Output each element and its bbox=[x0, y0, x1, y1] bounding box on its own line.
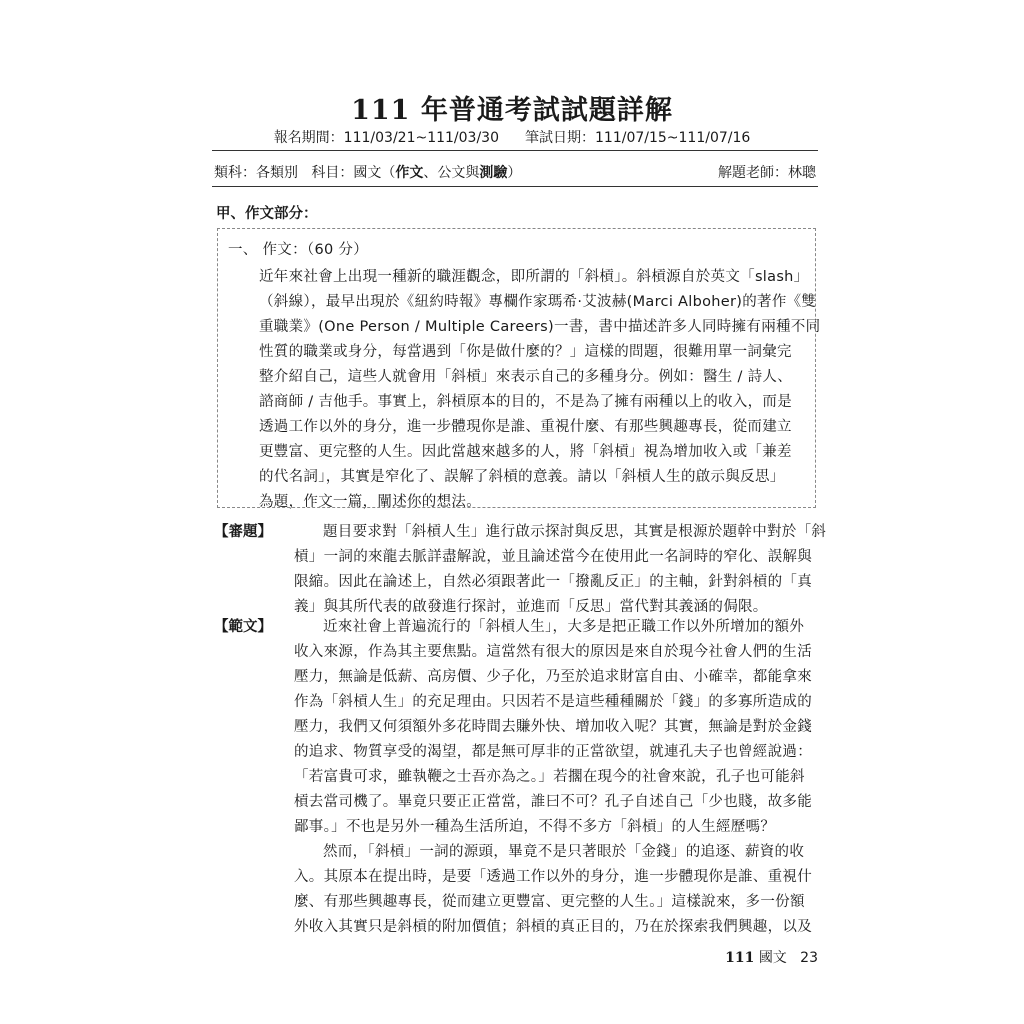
question-line: 更豐富、更完整的人生。因此當越來越多的人，將「斜槓」視為增加收入或「兼差 bbox=[259, 444, 792, 460]
category-label: 類科：各類別 bbox=[214, 165, 298, 181]
sample-line: 近來社會上普遍流行的「斜槓人生」，大多是把正職工作以外所增加的額外 bbox=[323, 619, 805, 635]
sample-line: 槓去當司機了。畢竟只要正正當當，誰曰不可？孔子自述自己「少也賤，故多能 bbox=[294, 794, 812, 810]
footer-book-number: 111 bbox=[725, 950, 755, 966]
question-line: 近年來社會上出現一種新的職涯觀念，即所謂的「斜槓」。斜槓源自於英文「slash」 bbox=[259, 269, 809, 285]
meta-divider bbox=[212, 186, 818, 187]
page-title: 111 年普通考試試題詳解 bbox=[351, 95, 673, 126]
analysis-line: 義」與其所代表的啟發進行探討，並進而「反思」當代對其義涵的侷限。 bbox=[294, 599, 768, 615]
question-line: 重職業》(One Person / Multiple Careers)一書，書中描述許多人同時擁有兩種不同 bbox=[259, 319, 821, 335]
sample-line: 然而，「斜槓」一詞的源頭，畢竟不是只著眼於「金錢」的追逐、薪資的收 bbox=[323, 844, 805, 860]
analysis-line: 槓」一詞的來龍去脈詳盡解說，並且論述當今在使用此一名詞時的窄化、誤解與 bbox=[294, 549, 812, 565]
question-line: 整介紹自己，這些人就會用「斜槓」來表示自己的多種身分。例如：醫生 / 詩人、 bbox=[259, 369, 792, 385]
question-line: 的代名詞」，其實是窄化了、誤解了斜槓的意義。請以「斜槓人生的啟示與反思」 bbox=[259, 469, 785, 485]
sample-line: 外收入其實只是斜槓的附加價值；斜槓的真正目的，乃在於探索我們興趣，以及 bbox=[294, 919, 812, 935]
analysis-line: 題目要求對「斜槓人生」進行啟示探討與反思，其實是根源於題幹中對於「斜 bbox=[323, 524, 827, 540]
exam-meta bbox=[214, 162, 816, 182]
question-line: 為題，作文一篇，闡述你的想法。 bbox=[259, 494, 481, 510]
teacher-label: 解題老師：林聰 bbox=[718, 165, 816, 181]
exam-date: 筆試日期：111/07/15~111/07/16 bbox=[525, 130, 751, 146]
exam-dates bbox=[0, 127, 1024, 147]
header-divider bbox=[212, 150, 818, 151]
page-number: 23 bbox=[800, 950, 818, 966]
question-line: 性質的職業或身分，每當遇到「你是做什麼的？」這樣的問題，很難用單一詞彙完 bbox=[259, 344, 792, 360]
question-line: 透過工作以外的身分，進一步體現你是誰、重視什麼、有那些興趣專長，從而建立 bbox=[259, 419, 792, 435]
footer-book-subject: 國文 bbox=[758, 950, 787, 966]
registration-period: 報名期間：111/03/21~111/03/30 bbox=[273, 130, 499, 146]
sample-tag: 【範文】 bbox=[214, 619, 272, 635]
sample-line: 壓力，無論是低薪、高房價、少子化，乃至於追求財富自由、小確幸，都能拿來 bbox=[294, 669, 812, 685]
question-heading: 一、 作文：（60 分） bbox=[228, 242, 369, 258]
sample-line: 鄙事。」不也是另外一種為生活所迫，不得不多方「斜槓」的人生經歷嗎？ bbox=[294, 819, 776, 835]
sample-line: 壓力，我們又何須額外多花時間去賺外快、增加收入呢？其實，無論是對於金錢 bbox=[294, 719, 812, 735]
sample-line: 作為「斜槓人生」的充足理由。只因若不是這些種種關於「錢」的多寡所造成的 bbox=[294, 694, 812, 710]
analysis-tag: 【審題】 bbox=[214, 524, 272, 540]
subject-label: 科目：國文（作文、公文與測驗） bbox=[311, 165, 522, 181]
sample-line: 收入來源，作為其主要焦點。這當然有很大的原因是來自於現今社會人們的生活 bbox=[294, 644, 812, 660]
sample-line: 「若富貴可求，雖執鞭之士吾亦為之。」若擱在現今的社會來說，孔子也可能斜 bbox=[294, 769, 805, 785]
page-footer bbox=[725, 947, 818, 967]
section-title: 甲、作文部分： bbox=[216, 206, 318, 222]
sample-line: 的追求、物質享受的渴望，都是無可厚非的正當欲望，就連孔夫子也曾經說過： bbox=[294, 744, 812, 760]
sample-line: 入。其原本在提出時，是要「透過工作以外的身分，進一步體現你是誰、重視什 bbox=[294, 869, 812, 885]
question-line: （斜線），最早出現於《紐約時報》專欄作家瑪希·艾波赫(Marci Alboher)的著作《雙 bbox=[259, 294, 817, 310]
sample-line: 麼、有那些興趣專長，從而建立更豐富、更完整的人生。」這樣說來，多一份額 bbox=[294, 894, 805, 910]
analysis-line: 限縮。因此在論述上，自然必須跟著此一「撥亂反正」的主軸，針對斜槓的「真 bbox=[294, 574, 812, 590]
question-line: 諮商師 / 吉他手。事實上，斜槓原本的目的，不是為了擁有兩種以上的收入，而是 bbox=[259, 394, 792, 410]
